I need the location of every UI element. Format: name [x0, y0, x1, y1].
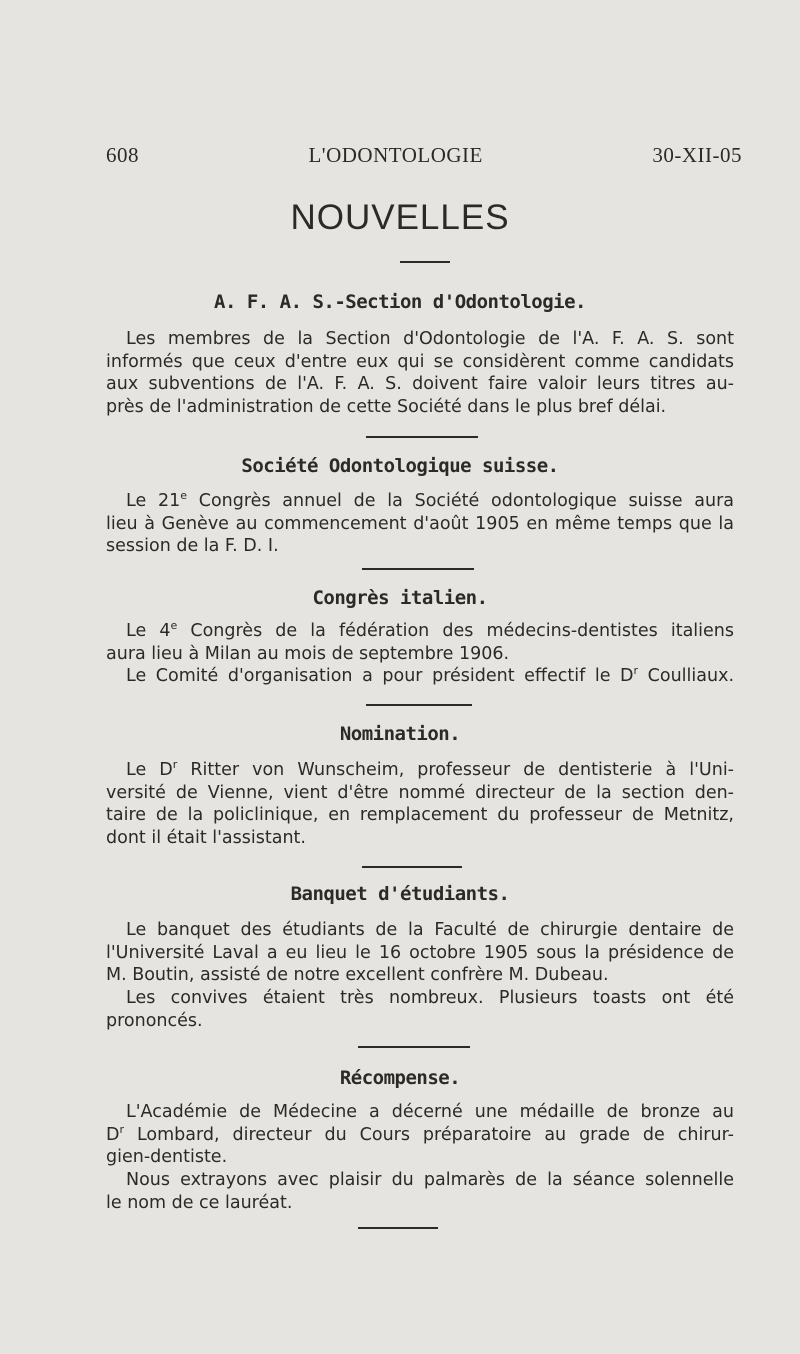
text-line: L'Académie de Médecine a décerné une médaille de bronze au: [126, 1102, 734, 1122]
section-heading-nomination: Nomination.: [339, 723, 461, 745]
section-body-italien: [106, 620, 734, 688]
section-rule: [358, 1046, 470, 1048]
text-line: gien-dentiste.: [106, 1147, 228, 1168]
title-rule: [400, 261, 450, 263]
text-line: Le 21e Congrès annuel de la Société odontologique suisse aura: [126, 489, 734, 511]
section-heading-suisse: Société Odontologique suisse.: [241, 455, 559, 477]
text-line: Le $D^r$ Ritter von Wunscheim, professeur de dentisterie à l'Uni-: [126, 758, 734, 780]
text-line: lieu à Genève au commencement d'août 1905 en même temps que la: [106, 513, 734, 534]
text-line: Les convives étaient très nombreux. Plusieurs toasts ont été: [126, 988, 734, 1009]
text-line: près de l'administration de cette Société dans le plus bref délai.: [106, 397, 667, 418]
text-line: aura lieu à Milan au mois de septembre 1906.: [106, 643, 510, 664]
text-line: Les membres de la Section d'Odontologie de l'A. F. A. S. sont: [126, 329, 734, 349]
text-line: informés que ceux d'entre eux qui se considèrent comme candidats: [106, 351, 734, 372]
issue-date: 30-XII-05: [652, 143, 742, 167]
section-body-suisse: [106, 490, 734, 558]
section-rule: [362, 568, 474, 570]
text-line: le nom de ce lauréat.: [106, 1192, 293, 1213]
text-line: l'Université Laval a eu lieu le 16 octobre 1905 sous la présidence de: [106, 942, 734, 963]
section-heading-afas: A. F. A. S.-Section d'Odontologie.: [214, 291, 586, 313]
section-rule: [366, 704, 472, 706]
section-heading-recompense: Récompense.: [339, 1067, 461, 1089]
section-heading-banquet: Banquet d'étudiants.: [290, 883, 510, 905]
running-header: [106, 143, 742, 168]
text-line: Le banquet des étudiants de la Faculté de chirurgie dentaire de: [126, 920, 734, 940]
section-heading-italien: Congrès italien.: [312, 587, 488, 609]
text-line: aux subventions de l'A. F. A. S. doivent faire valoir leurs titres au-: [106, 374, 734, 395]
page-number: 608: [106, 143, 139, 167]
text-line: session de la F. D. I.: [106, 536, 279, 557]
text-line: $D^r$ Lombard, directeur du Cours préparatoire au grade de chirur-: [106, 1122, 734, 1145]
text-line: taire de la policlinique, en remplacement du professeur de Metnitz,: [106, 805, 734, 826]
section-body-nomination: [106, 759, 734, 850]
section-body-recompense: [106, 1101, 734, 1215]
section-rule: [362, 866, 462, 868]
end-rule: [358, 1227, 438, 1229]
text-line: prononcés.: [106, 1010, 203, 1031]
section-body-banquet: [106, 919, 734, 1033]
journal-title: L'ODONTOLOGIE: [308, 143, 483, 167]
text-line: versité de Vienne, vient d'être nommé directeur de la section den-: [106, 782, 734, 803]
section-rule: [366, 436, 478, 438]
text-line: Nous extrayons avec plaisir du palmarès de la séance solennelle: [126, 1170, 734, 1191]
text-line: Le 4e Congrès de la fédération des médecins-dentistes italiens: [126, 619, 734, 641]
section-body-afas: [106, 328, 734, 419]
text-line: dont il était l'assistant.: [106, 828, 306, 849]
page-title: NOUVELLES: [290, 198, 510, 237]
text-line: M. Boutin, assisté de notre excellent confrère M. Dubeau.: [106, 965, 609, 986]
text-line: Le Comité d'organisation a pour président effectif le $D^r$ Coulliaux.: [126, 664, 735, 687]
